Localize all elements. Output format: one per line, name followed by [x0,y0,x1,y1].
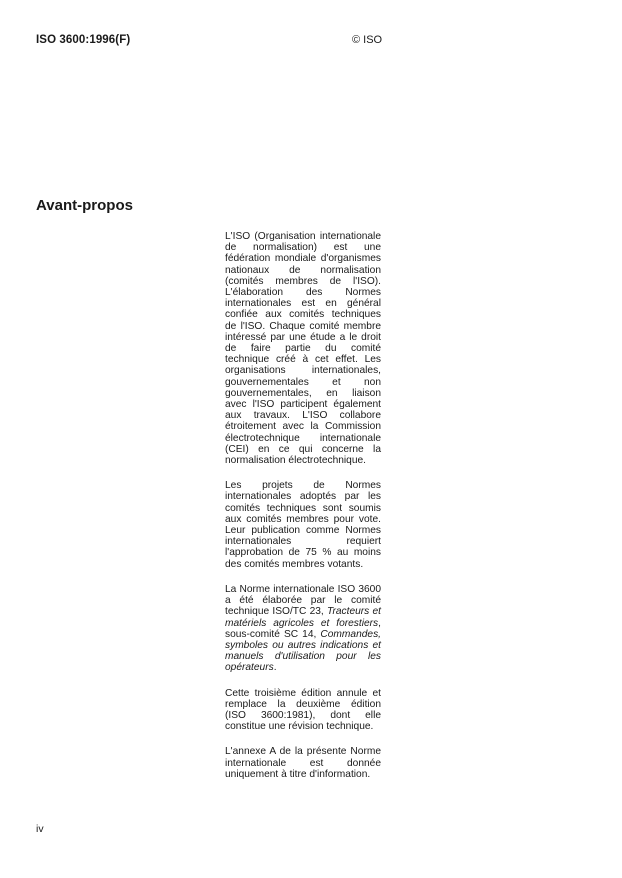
subcommittee-name: Commandes, symboles ou autres indications et manuels d'utilisation pour les opérateurs [225,628,381,674]
document-code: ISO 3600:1996(F) [36,34,131,46]
committee-intro: La Norme internationale ISO 3600 a été élaborée par le comité technique ISO/TC 23, [225,583,381,618]
subcommittee-prefix: , sous-comité SC 14, [225,617,381,640]
foreword-body [225,231,381,794]
paragraph-annex: L'annexe A de la présente Norme internationale est donnée uniquement à titre d'information. [225,746,381,780]
paragraph-committee [225,584,381,674]
copyright-mark: © ISO [352,34,383,46]
paragraph-iso-description: L'ISO (Organisation internationale de normalisation) est une fédération mondiale d'organismes nationaux de normalisation (comités membres de l'ISO). L'élaboration des Normes internationales est en général confiée aux comités techniques de l'ISO. Chaque comité membre intéressé par une étude a le droit de faire partie du comité technique créé à cet effet. Les organisations internationales, gouvernementales et non gouvernementales, en liaison avec l'ISO participent également aux travaux. L'ISO collabore étroitement avec la Commission électrotechnique internationale (CEI) en ce qui concerne la normalisation électrotechnique. [225,231,381,467]
paragraph-voting: Les projets de Normes internationales adoptés par les comités techniques sont soumis aux comités membres pour vote. Leur publication comme Normes internationales requiert l'approbation de 75 % au moins des comités membres votants. [225,480,381,570]
technical-committee-name: Tracteurs et matériels agricoles et forestiers [225,606,381,629]
paragraph-edition: Cette troisième édition annule et remplace la deuxième édition (ISO 3600:1981), dont elle constitue une révision technique. [225,687,381,733]
section-title: Avant-propos [36,197,133,214]
committee-end: . [273,662,277,674]
page-number: iv [36,823,44,835]
